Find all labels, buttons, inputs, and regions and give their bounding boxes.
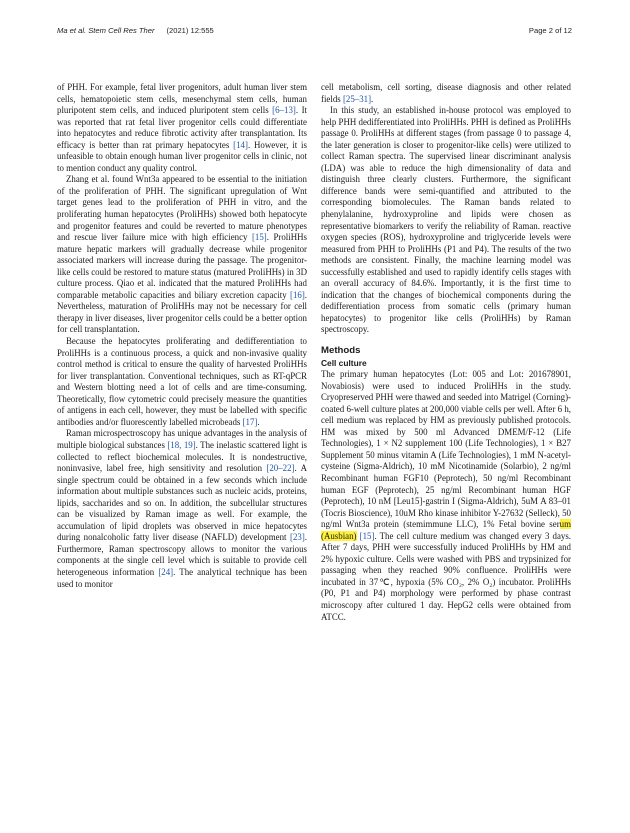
body-paragraph: of PHH. For example, fetal liver progenitors, adult human liver stem cells, hematopoietic stem cells, mesenchymal stem cells, human pluripotent stem cells, and induced pluripotent stem cells [6–13]. It was reported that rat fetal liver progenitor cells could differentiate into hepatocytes and reduce fibrotic activity after transplantation. Its efficacy is better than rat primary hepatocytes [14]. However, it is unfeasible to obtain enough human liver progenitor cells in clinic, not to mention conduct any quality control. <box>57 82 307 173</box>
highlighted-text: um (Ausbian) <box>321 519 571 541</box>
cell-culture-text-after: [15]. The cell culture medium was changed every 3 days. After 7 days, PHH were successfully induced ProliHHs by HM and 2% hypoxic culture. Cells were washed with PBS and trypsinized for passaging when they reached 90% confluence. ProliHHs were incubated in 37℃, hypoxia (5% CO₂, 2% O₂) incubator. ProliHHs (P0, P1 and P4) morphology were performed by phase contrast microscopy after cultured 1 day. HepG2 cells were obtained from ATCC. <box>321 530 571 622</box>
page-header <box>0 0 630 56</box>
citation-link[interactable]: [17] <box>242 416 258 427</box>
body-paragraph: In this study, an established in-house protocol was employed to help PHH dedifferentiated into ProliHHs. PHH is defined as ProliHHs passage 0. ProliHHs at different stages (from passage 0 to passage 4, the later generation is closer to progenitor-like cells) were utilized to collect Raman spectra. The supervised linear discriminant analysis (LDA) was able to reduce the high dimensionality of data and distinguish three clearly clusters. Furthermore, the significant difference bands were semi-quantified and attributed to the corresponding biomolecules. The Raman bands related to phenylalanine, hydroxyproline and lipids were chosen as representative biomarkers to verify the reliability of Raman. reactive oxygen species (ROS), hydroxyproline and triglyceride levels were measured from PHH to ProliHHs (P1 and P4). The results of the two methods are consistent. Finally, the machine learning model was successfully established and used to rapidly identify cells stages with an overall accuracy of 84.6%. Importantly, it is the first time to indication that the changes of biochemical components during the dedifferentiation process from somatic cells (primary human hepatocytes) to progenitor like cells (ProliHHs) by Raman spectroscopy. <box>321 105 571 335</box>
body-paragraph: Because the hepatocytes proliferating and dedifferentiation to ProliHHs is a continuous process, a quick and non-invasive quality control method is critical to ensure the quality of harvested ProliHHs for liver transplantation. Conventional techniques, such as RT-qPCR and Western blotting need a lot of cells and are time-consuming. Theoretically, flow cytometric could precisely measure the quantities of antigens in each cell, however, they must be labelled with specific antibodies and/or fluorescently labelled microbeads [17]. <box>57 336 307 427</box>
header-citation-block <box>57 26 214 35</box>
citation-link[interactable]: [20–22] <box>266 463 295 474</box>
journal-citation: Ma et al. Stem Cell Res Ther <box>57 26 155 35</box>
cell-culture-heading: Cell culture <box>321 358 367 369</box>
body-paragraph: Raman microspectroscopy has unique advantages in the analysis of multiple biological substances [18, 19]. The inelastic scattered light is collected to reflect biochemical molecules. It is nondestructive, noninvasive, label free, high sensitivity and resolution [20–22]. A single spectrum could be obtained in a few seconds which include information about multiple substances such as nucleic acids, proteins, lipids, saccharides and so on. In addition, the subcellular structures can be visualized by Raman image as well. For example, the accumulation of lipid droplets was observed in mice hepatocytes during nonalcoholic fatty liver disease (NAFLD) development [23]. Furthermore, Raman spectroscopy allows to monitor the various components at the single cell level which is suitable to provide cell heterogeneous information [24]. The analytical technique has been used to monitor <box>57 428 308 589</box>
introduction-continued <box>321 82 571 336</box>
left-column <box>57 82 307 590</box>
right-column <box>321 82 571 623</box>
body-paragraph: Zhang et al. found Wnt3a appeared to be essential to the initiation of the proliferation of PHH. The significant upregulation of Wnt target genes lead to the proliferation of PHH in vitro, and the proliferating human hepatocytes (ProliHHs) showed both hepatocyte and progenitor features and could be reverted to mature phenotypes and rescue liver failure mice with high efficiency [15]. ProliHHs mature hepatic markers will gradually decrease while progenitor associated markers will increase during the passage. The progenitor-like cells could be restored to mature status (matured ProliHHs) in 3D culture process. Qiao et al. indicated that the matured ProliHHs had comparable metabolic capacities and biliary excretion capacity [16]. Nevertheless, maturation of ProliHHs may not be necessary for cell therapy in liver diseases, liver progenitor cells could be a better option for cell transplantation. <box>57 174 307 335</box>
cell-culture-text-before: The primary human hepatocytes (Lot: 005 and Lot: 201678901, Novabiosis) were used to induced ProliHHs in the study. Cryopreserved PHH were thawed and seeded into Matrigel (Corning)-coated 6-well culture plates at 200,000 viable cells per well. After 6 h, cell medium was replaced by HM as previously published protocols. HM was mixed by 500 ml Advanced DMEM/F-12 (Life Technologies), 1 × N2 supplement 100 (Life Technologies), 1 × B27 Supplement 50 minus vitamin A (Life Technologies), 1 mM N-acetyl-cysteine (Sigma-Aldrich), 10 mM Nicotinamide (Solarbio), 2 ng/ml Recombinant human FGF10 (Peprotech), 50 ng/ml Recombinant human EGF (Peprotech), 25 ng/ml Recombinant human HGF (Peprotech), 10 nM [Leu15]-gastrin I (Sigma-Aldrich), 5uM A 83–01 (Tocris Bioscience), 10uM Rho kinase inhibitor Y-27632 (Selleck), 50 ng/ml Wnt3a protein (stemimmune LLC), 1% Fetal bovine ser <box>321 369 571 530</box>
citation-link[interactable]: [15] <box>359 530 375 541</box>
cell-culture-paragraph <box>321 369 571 623</box>
methods-heading: Methods <box>321 345 361 357</box>
citation-link[interactable]: [16] <box>289 289 305 300</box>
citation-link[interactable]: [14] <box>233 139 248 150</box>
citation-link[interactable]: [25–31] <box>342 93 372 104</box>
volume-info: (2021) 12:555 <box>166 26 214 35</box>
citation-link[interactable]: [15] <box>251 232 267 243</box>
page-number: Page 2 of 12 <box>528 26 572 35</box>
citation-link[interactable]: [24] <box>158 566 174 577</box>
body-paragraph: cell metabolism, cell sorting, disease diagnosis and other related fields [25–31]. <box>321 82 571 104</box>
citation-link[interactable]: [18, 19] <box>167 439 196 450</box>
citation-link[interactable]: [6–13] <box>272 105 296 116</box>
citation-link[interactable]: [23] <box>289 532 305 543</box>
